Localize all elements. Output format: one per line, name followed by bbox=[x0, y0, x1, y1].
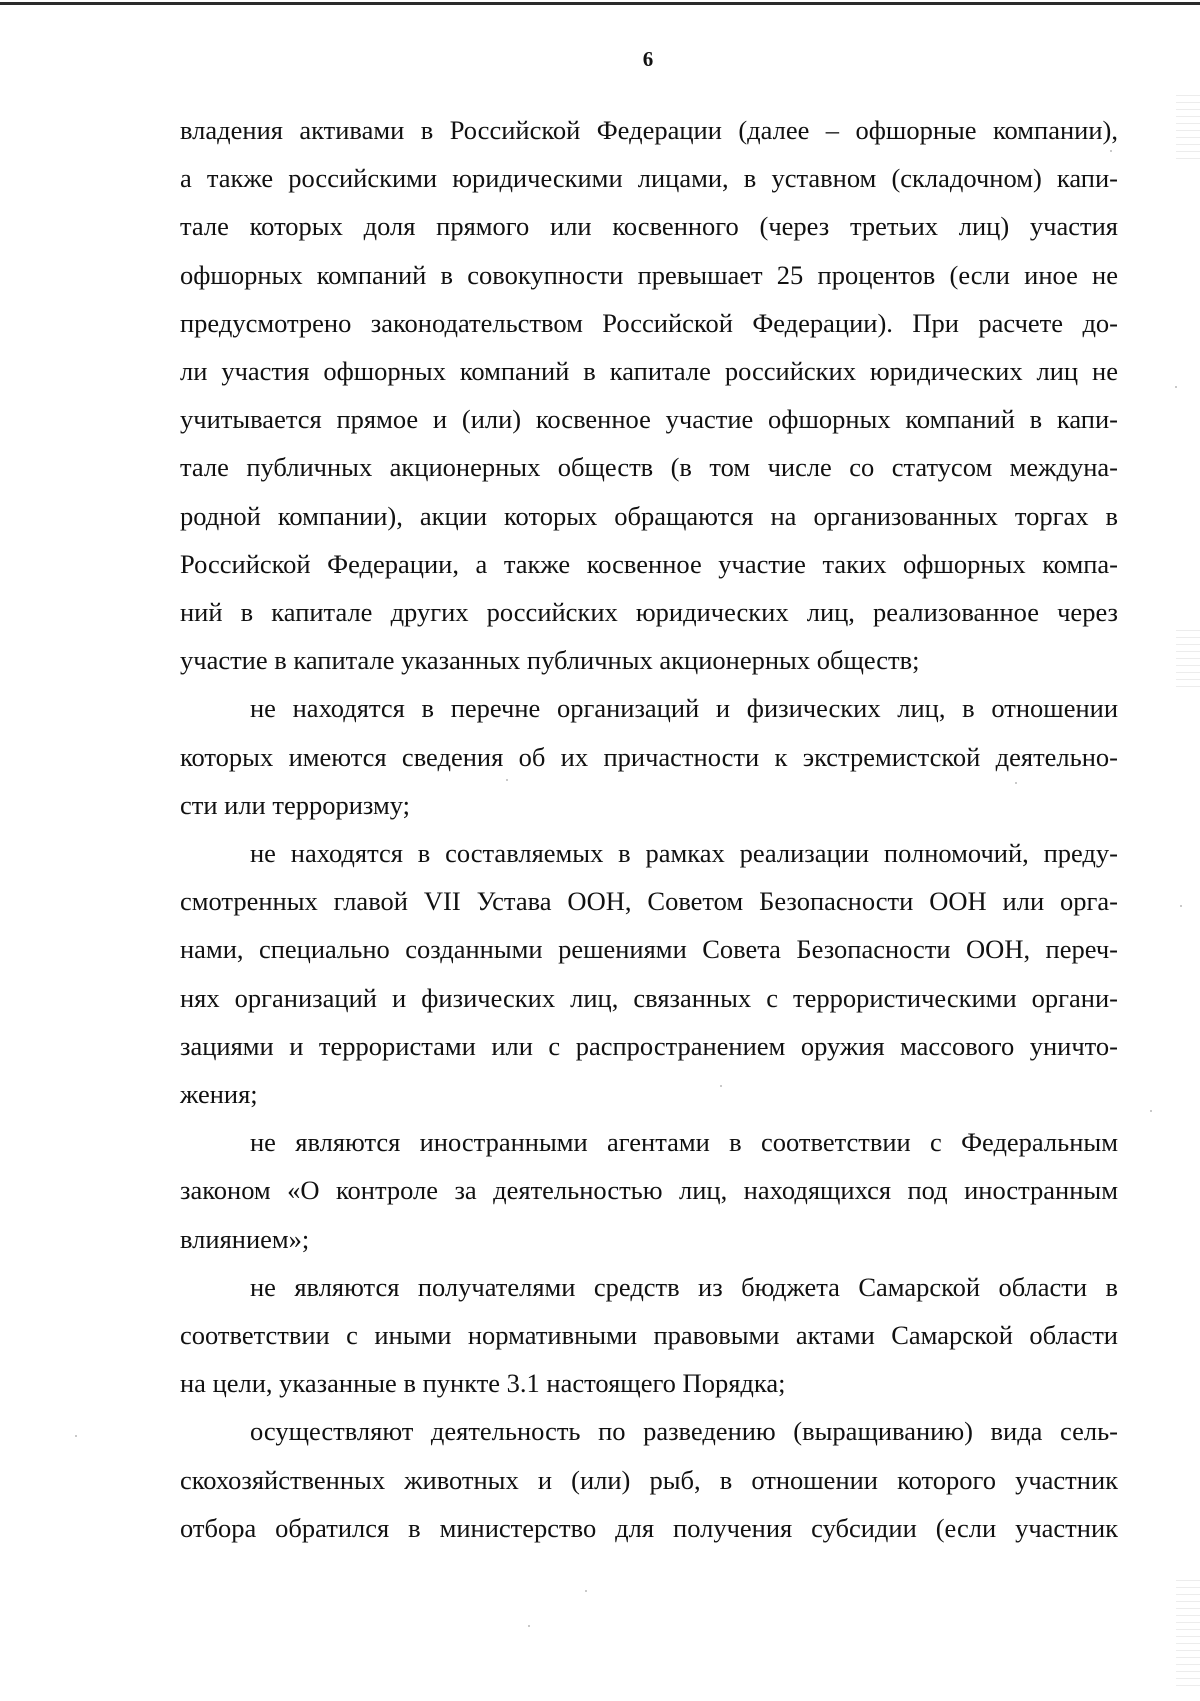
scan-edge-noise bbox=[1176, 95, 1200, 165]
paragraph-line: отбора обратился в министерство для получения субсидии (если участник bbox=[180, 1512, 1118, 1543]
scan-speck bbox=[1150, 1110, 1152, 1112]
paragraph-line: нами, специально созданными решениями Совета Безопасности ООН, переч- bbox=[180, 934, 1118, 965]
document-body bbox=[180, 106, 1118, 1552]
paragraph-line: ний в капитале других российских юридических лиц, реализованное через bbox=[180, 597, 1118, 628]
paragraph-line: зациями и террористами или с распространением оружия массового уничто- bbox=[180, 1030, 1118, 1061]
paragraph bbox=[180, 106, 1118, 684]
scan-speck bbox=[506, 779, 508, 781]
paragraph-line: законом «О контроле за деятельностью лиц, находящихся под иностранным bbox=[180, 1175, 1118, 1206]
paragraph bbox=[180, 1407, 1118, 1552]
scan-speck bbox=[528, 1625, 530, 1627]
paragraph-line: не являются иностранными агентами в соответствии с Федеральным bbox=[250, 1127, 1118, 1158]
paragraph-line: не находятся в составляемых в рамках реализации полномочий, преду- bbox=[250, 838, 1118, 869]
paragraph-line: влиянием»; bbox=[180, 1223, 310, 1254]
scan-speck bbox=[1110, 150, 1112, 152]
paragraph-line: на цели, указанные в пункте 3.1 настоящего Порядка; bbox=[180, 1368, 786, 1399]
paragraph-line: родной компании), акции которых обращаются на организованных торгах в bbox=[180, 500, 1118, 531]
page-number: 6 bbox=[642, 47, 654, 71]
paragraph-line: которых имеются сведения об их причастности к экстремистской деятельно- bbox=[180, 741, 1118, 772]
paragraph-line: смотренных главой VII Устава ООН, Советом Безопасности ООН или орга- bbox=[180, 886, 1118, 917]
paragraph-line: офшорных компаний в совокупности превышает 25 процентов (если иное не bbox=[180, 259, 1118, 290]
paragraph bbox=[180, 1118, 1118, 1263]
scan-speck bbox=[1175, 386, 1177, 388]
paragraph-line: сти или терроризму; bbox=[180, 789, 411, 820]
paragraph-line: соответствии с иными нормативными правовыми актами Самарской области bbox=[180, 1320, 1118, 1351]
paragraph-line: учитывается прямое и (или) косвенное участие офшорных компаний в капи- bbox=[180, 404, 1118, 435]
paragraph-line: предусмотрено законодательством Российской Федерации). При расчете до- bbox=[180, 307, 1118, 338]
paragraph-line: Российской Федерации, а также косвенное участие таких офшорных компа- bbox=[180, 548, 1118, 579]
paragraph bbox=[180, 1263, 1118, 1408]
paragraph bbox=[180, 684, 1118, 829]
scan-speck bbox=[1015, 782, 1017, 784]
scan-speck bbox=[75, 1435, 77, 1437]
paragraph-line: тале которых доля прямого или косвенного (через третьих лиц) участия bbox=[180, 211, 1118, 242]
scan-edge-noise bbox=[1176, 1580, 1200, 1690]
paragraph-line: владения активами в Российской Федерации (далее – офшорные компании), bbox=[180, 115, 1118, 145]
scan-edge-noise bbox=[1176, 630, 1200, 690]
paragraph-line: тале публичных акционерных обществ (в том числе со статусом междуна- bbox=[180, 452, 1118, 483]
paragraph-line: не находятся в перечне организаций и физических лиц, в отношении bbox=[250, 693, 1118, 724]
paragraph-line: ли участия офшорных компаний в капитале российских юридических лиц не bbox=[180, 356, 1118, 387]
paragraph-line: жения; bbox=[180, 1079, 258, 1110]
paragraph-line: нях организаций и физических лиц, связанных с террористическими органи- bbox=[180, 982, 1118, 1013]
paragraph-line: не являются получателями средств из бюджета Самарской области в bbox=[250, 1271, 1118, 1302]
scan-speck bbox=[1180, 905, 1182, 907]
paragraph-line: а также российскими юридическими лицами, в уставном (складочном) капи- bbox=[180, 163, 1118, 194]
scan-speck bbox=[720, 1085, 722, 1087]
paragraph bbox=[180, 829, 1118, 1118]
paragraph-line: скохозяйственных животных и (или) рыб, в отношении которого участник bbox=[180, 1464, 1118, 1495]
paragraph-line: осуществляют деятельность по разведению (выращиванию) вида сель- bbox=[250, 1416, 1118, 1447]
scan-speck bbox=[585, 1590, 587, 1592]
paragraph-line: участие в капитале указанных публичных акционерных обществ; bbox=[180, 645, 920, 676]
scan-top-edge bbox=[0, 2, 1200, 5]
